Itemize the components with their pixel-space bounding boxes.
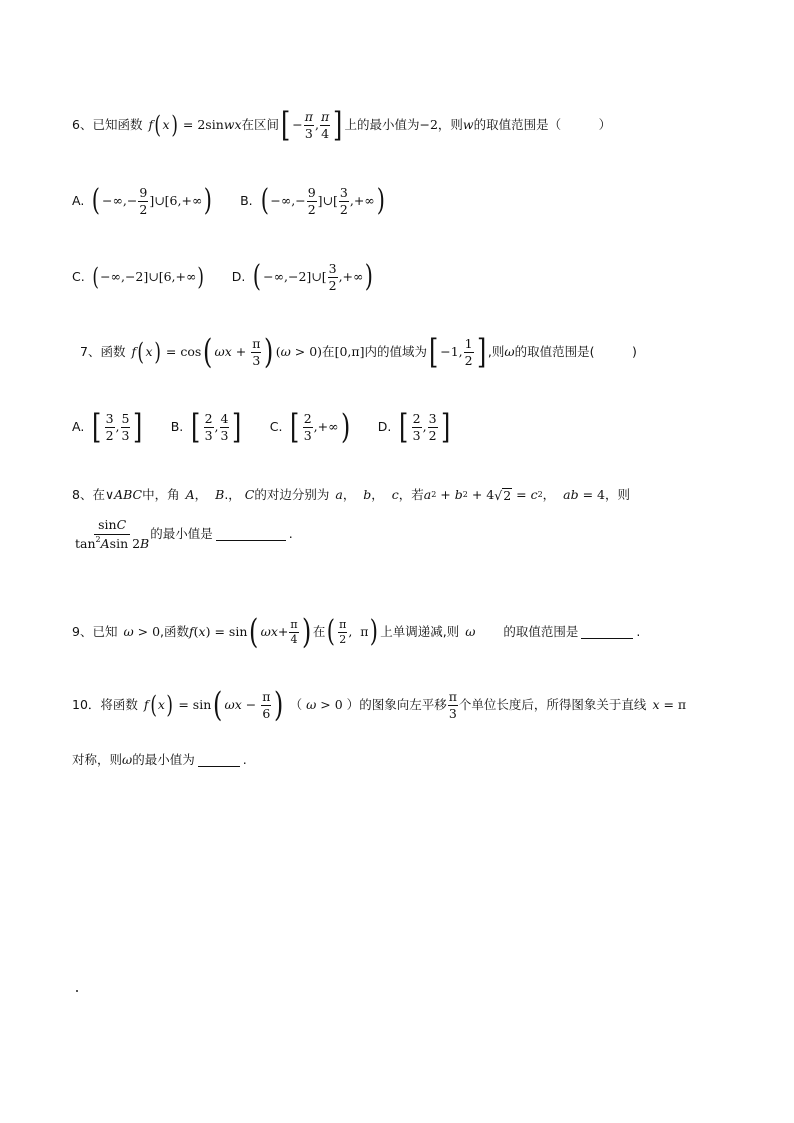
q6-option-d-label: D.	[231, 268, 246, 284]
q6-number: 6、已知函数	[72, 116, 143, 132]
q6-frac-2: $\frac{\pi}{4}$	[320, 109, 330, 141]
q9-stem: 9、已知 ω > 0 ,函数 f ( x ) = sin ( ωx + $\frac{\pi}{4}$ ) 在 ( $\frac{\pi}{2}$ , π ) 上单调递减,则 ω 的取值范围是 .	[72, 612, 641, 652]
q6-option-b-label: B.	[240, 192, 253, 208]
q8-stem: 8、在 ∨ ABC 中，角 A ， B .， C 的对边分别为 a ， b ， c ，若 a 2 + b 2 + 4 √ 2 = c 2 ， ab = 4 ，则	[72, 486, 630, 503]
q9-answer-blank	[581, 626, 633, 639]
q8-fraction: $\frac{\sin C}{\tan^2Asin 2B}$	[75, 517, 150, 551]
q6-options-cd: C. ( −∞,−2]∪[6,+∞ ) D. ( −∞,−2]∪[ $\frac{3}{2}$ ,+∞ )	[72, 259, 374, 294]
q6-text-min: 上的最小值为	[344, 116, 420, 132]
q6-option-a-label: A.	[72, 192, 85, 208]
q9-number: 9、已知	[72, 623, 118, 639]
q6-text-interval: 在区间	[241, 116, 280, 132]
q10-answer-blank	[198, 754, 240, 767]
q8-number: 8、在	[72, 486, 105, 502]
q7-option-c-label: C.	[269, 418, 283, 434]
q6-options-ab: A. ( −∞,− $\frac{9}{2}$ ]∪[6,+∞ ) B. ( −∞,− $\frac{9}{2}$ ]∪[ $\frac{3}{2}$ ,+∞ )	[72, 183, 385, 218]
q10-stem: 10．将函数 f ( x ) = sin ( ωx − $\frac{\pi}{6}$ ) （ ω > 0 ） 的图象向左平移 $\frac{\pi}{3}$ 个单位长度后，所得图象关于直线 x = π	[72, 685, 687, 725]
q6-frac-1: $\frac{\pi}{3}$	[304, 109, 313, 141]
page-dot	[76, 990, 78, 992]
q7-number: 7、函数	[80, 343, 126, 359]
q6-function: f	[148, 116, 154, 132]
q8-expression: $\frac{\sin C}{\tan^2Asin 2B}$ 的最小值是 .	[75, 517, 293, 551]
q7-answer-paren: ( )	[589, 343, 637, 359]
q6-answer-paren: （ ）	[548, 116, 612, 132]
q7-stem: 7、函数 f ( x ) = cos ( ωx + $\frac{\pi}{3}$ ) ( ω > 0) 在 [0,π] 内的值域为 [ −1, $\frac{1}{2}$ ] ,则 ω 的取值范围是 ( )	[80, 332, 637, 372]
q8-answer-blank	[216, 528, 286, 541]
q7-options: A. [ $\frac{3}{2}$ , $\frac{5}{3}$ ] B. [ $\frac{2}{3}$ , $\frac{4}{3}$ ] C. [ $\frac{2}{3}$ ,+∞ ) D. [ $\frac{2}{3}$ , $\frac{3}{2}$ ]	[72, 407, 450, 447]
q6-stem: 6、已知函数 f ( x ) = 2sin wx 在区间 [ − $\frac{\pi}{3}$ , $\frac{\pi}{4}$ ] 上的最小值为 −2 ，则 w 的取值范围是 （ ）	[72, 105, 612, 145]
q6-option-c-label: C.	[72, 268, 85, 284]
q10-continuation: 对称，则 ω 的最小值为 .	[72, 751, 247, 767]
q7-option-d-label: D.	[377, 418, 392, 434]
q7-option-a-label: A.	[72, 418, 85, 434]
q10-number: 10．将函数	[72, 696, 138, 712]
q7-option-b-label: B.	[170, 418, 184, 434]
q6-min-value: −2	[419, 116, 438, 132]
